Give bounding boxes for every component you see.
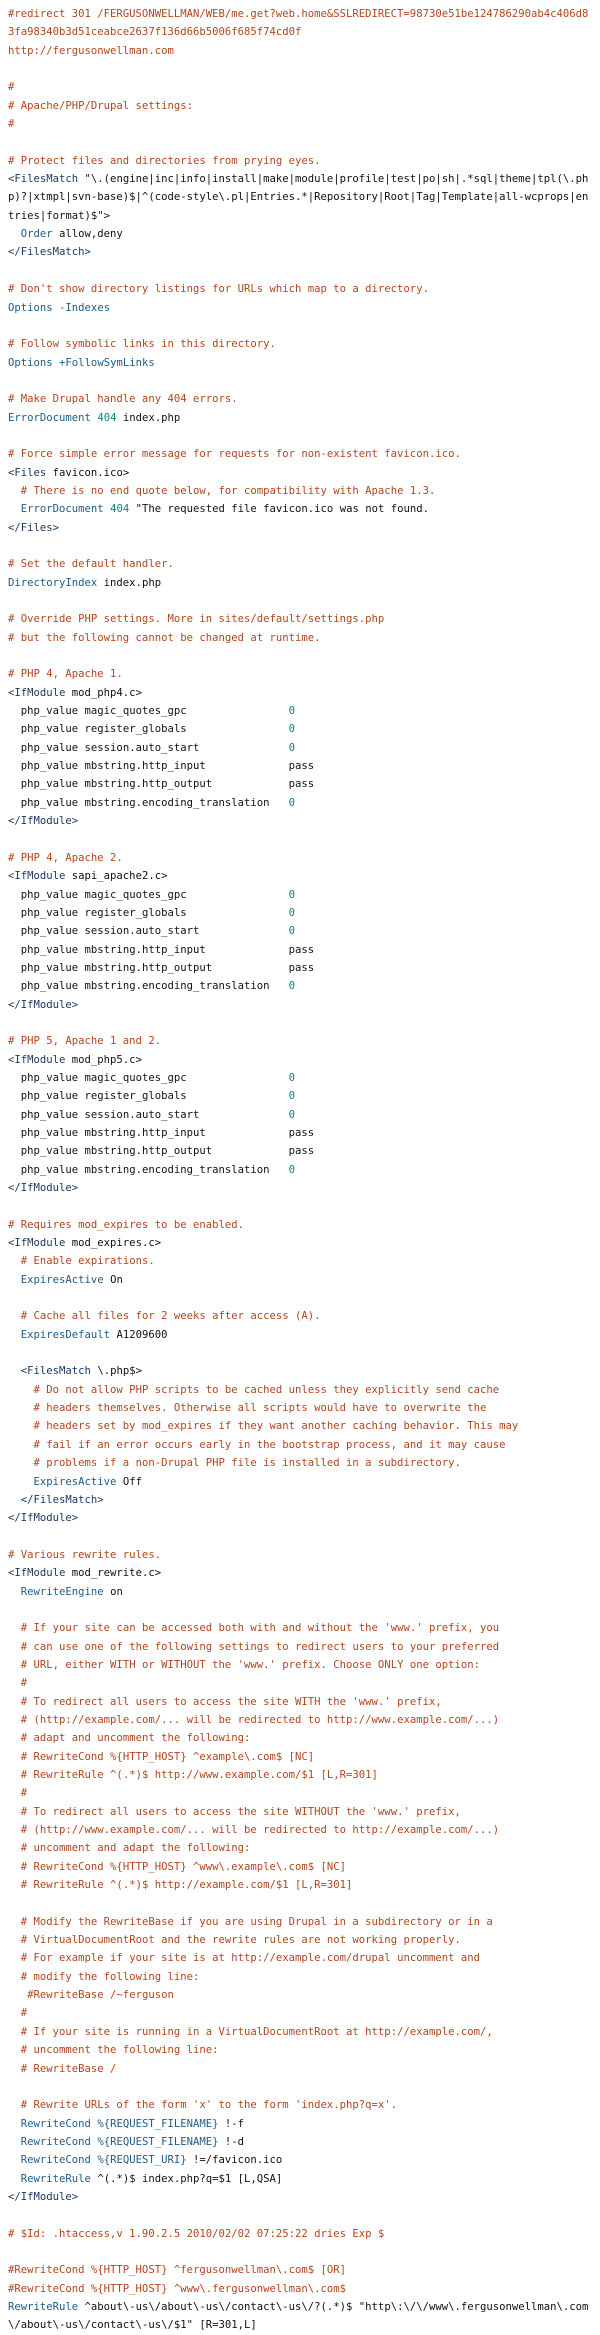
- comment-text: # can use one of the following settings to redirect users to your preferred: [8, 1640, 500, 1653]
- tag-text: </IfModule>: [8, 2190, 79, 2203]
- plain-text: !-f: [218, 2117, 245, 2130]
- code-line: [8, 1583, 594, 1601]
- code-line: [8, 1032, 594, 1050]
- code-line: [8, 1436, 594, 1454]
- tag-text: <FilesMatch: [8, 173, 79, 186]
- plain-text: [8, 2118, 21, 2130]
- comment-text: # but the following cannot be changed at runtime.: [8, 631, 321, 644]
- code-line: [8, 1821, 594, 1839]
- comment-text: # Follow symbolic links in this directory.: [8, 338, 276, 351]
- comment-text: # Override PHP settings. More in sites/default/settings.php: [8, 613, 385, 626]
- blank-line: [8, 372, 594, 390]
- plain-text: php_value register_globals: [8, 723, 289, 736]
- plain-text: php_value magic_quotes_gpc: [8, 705, 289, 718]
- code-line: [8, 1271, 594, 1289]
- tag-text: </IfModule>: [8, 1512, 79, 1525]
- code-line: [8, 1766, 594, 1784]
- plain-text: php_value session.auto_start: [8, 1108, 289, 1121]
- code-line: [8, 702, 594, 720]
- code-line: [8, 1803, 594, 1821]
- code-line: [8, 1106, 594, 1124]
- comment-text: # Cache all files for 2 weeks after access (A).: [8, 1310, 321, 1323]
- number-text: 0: [288, 980, 296, 993]
- blank-line: [8, 1344, 594, 1362]
- number-text: 0: [288, 741, 296, 754]
- plain-text: [8, 2136, 21, 2148]
- code-line: [8, 2041, 594, 2059]
- number-text: 404: [110, 503, 130, 516]
- comment-text: # PHP 4, Apache 1.: [8, 668, 123, 681]
- blank-line: [8, 1894, 594, 1912]
- code-line: [8, 1216, 594, 1234]
- code-line: [8, 1399, 594, 1417]
- code-line: [8, 1748, 594, 1766]
- code-line: [8, 1711, 594, 1729]
- comment-text: # $Id: .htaccess,v 1.90.2.5 2010/02/02 07:25:22 dries Exp $: [8, 2227, 385, 2240]
- directive-text: RewriteCond: [20, 2117, 91, 2130]
- code-line: [8, 335, 594, 353]
- comment-text: # (http://www.example.com/... will be redirected to http://example.com/...): [8, 1824, 500, 1837]
- code-line: [8, 500, 594, 518]
- code-line: [8, 354, 594, 372]
- comment-text: # VirtualDocumentRoot and the rewrite rules are not working properly.: [8, 1934, 461, 1947]
- code-line: [8, 2298, 594, 2335]
- number-text: 0: [288, 1108, 296, 1121]
- code-line: [8, 2133, 594, 2151]
- plain-text: sapi_apache2.c>: [65, 870, 168, 883]
- code-line: [8, 42, 594, 60]
- directive-text: Order: [20, 228, 53, 241]
- number-text: 0: [288, 1090, 296, 1103]
- plain-text: favicon.ico>: [46, 466, 130, 479]
- code-line: [8, 170, 594, 225]
- code-line: [8, 1417, 594, 1435]
- code-line: [8, 243, 594, 261]
- directive-text: ErrorDocument: [20, 503, 104, 516]
- code-line: [8, 1051, 594, 1069]
- code-line: [8, 97, 594, 115]
- plain-text: php_value session.auto_start: [8, 741, 289, 754]
- code-line: [8, 1968, 594, 1986]
- comment-text: #: [8, 2007, 28, 2020]
- plain-text: php_value mbstring.http_output pass: [8, 961, 315, 974]
- blank-line: [8, 2243, 594, 2261]
- plain-text: php_value register_globals: [8, 1090, 289, 1103]
- comment-text: # uncomment and adapt the following:: [8, 1842, 251, 1855]
- code-line: [8, 1142, 594, 1160]
- tag-text: </IfModule>: [8, 1182, 79, 1194]
- plain-text: \.php$>: [90, 1365, 142, 1378]
- comment-text: # There is no end quote below, for compatibility with Apache 1.3.: [8, 484, 436, 497]
- code-line: [8, 1839, 594, 1857]
- comment-text: #RewriteCond %{HTTP_HOST} ^www\.fergusonwellman\.com$: [8, 2282, 347, 2295]
- code-line: [8, 2170, 594, 2188]
- code-line: [8, 1674, 594, 1692]
- tag-text: <IfModule: [8, 870, 66, 883]
- code-line: [8, 977, 594, 995]
- code-line: [8, 684, 594, 702]
- plain-text: [8, 1476, 34, 1488]
- plain-text: php_value session.auto_start: [8, 925, 289, 938]
- code-line: [8, 775, 594, 793]
- comment-text: # PHP 4, Apache 2.: [8, 851, 123, 864]
- plain-text: mod_rewrite.c>: [65, 1567, 162, 1580]
- plain-text: !-d: [218, 2135, 245, 2148]
- blank-line: [8, 1528, 594, 1546]
- comment-text: # adapt and uncomment the following:: [8, 1732, 251, 1745]
- plain-text: [8, 2154, 21, 2166]
- number-text: 0: [288, 705, 296, 718]
- comment-text: # For example if your site is at http://example.com/drupal uncomment and: [8, 1952, 480, 1965]
- plain-text: On: [103, 1273, 123, 1286]
- tag-text: </FilesMatch>: [20, 1493, 104, 1506]
- code-line: [8, 1784, 594, 1802]
- comment-text: # RewriteRule ^(.*)$ http://www.example.com/$1 [L,R=301]: [8, 1769, 378, 1781]
- code-line: [8, 1124, 594, 1142]
- blank-line: [8, 1289, 594, 1307]
- plain-text: index.php: [116, 411, 181, 424]
- code-line: [8, 1362, 594, 1380]
- comment-text: #: [8, 1677, 28, 1690]
- code-line: [8, 2188, 594, 2206]
- code-line: [8, 2261, 594, 2279]
- code-line: [8, 1161, 594, 1179]
- code-line: [8, 610, 594, 628]
- plain-text: php_value mbstring.http_input pass: [8, 760, 315, 773]
- code-line: [8, 2280, 594, 2298]
- blank-line: [8, 133, 594, 151]
- code-line: [8, 2096, 594, 2114]
- code-line: [8, 1638, 594, 1656]
- code-line: [8, 390, 594, 408]
- blank-line: [8, 1197, 594, 1215]
- plain-text: on: [103, 1585, 123, 1598]
- blank-line: [8, 427, 594, 445]
- number-text: 0: [288, 723, 296, 736]
- directive-text: Options: [8, 301, 53, 314]
- number-text: 0: [288, 888, 296, 901]
- code-line: [8, 1069, 594, 1087]
- tag-text: </FilesMatch>: [8, 246, 91, 259]
- plain-text: php_value mbstring.http_output pass: [8, 778, 315, 791]
- comment-text: # fail if an error occurs early in the bootstrap process, and it may cause: [8, 1438, 506, 1451]
- tag-text: <FilesMatch: [20, 1365, 91, 1378]
- directive-text: Options: [8, 356, 53, 369]
- directive-text: RewriteCond: [20, 2154, 91, 2167]
- code-line: [8, 1509, 594, 1527]
- code-line: [8, 1326, 594, 1344]
- comment-text: # Do not allow PHP scripts to be cached unless they explicitly send cache: [8, 1383, 500, 1396]
- code-line: [8, 1858, 594, 1876]
- comment-text: # headers themselves. Otherwise all scripts would have to overwrite the: [8, 1402, 487, 1415]
- tag-text: <IfModule: [8, 1053, 66, 1066]
- plain-text: Off: [116, 1475, 142, 1488]
- code-line: [8, 1491, 594, 1509]
- directive-text: ErrorDocument: [8, 411, 91, 424]
- comment-text: # Force simple error message for requests for non-existent favicon.ico.: [8, 448, 461, 461]
- number-text: 0: [288, 925, 296, 938]
- code-line: [8, 1949, 594, 1967]
- tag-text: <IfModule: [8, 1237, 66, 1250]
- plain-text: [8, 1329, 21, 1341]
- code-line: [8, 1564, 594, 1582]
- code-line: [8, 1454, 594, 1472]
- plain-text: php_value mbstring.http_input pass: [8, 943, 315, 956]
- comment-text: # modify the following line:: [8, 1970, 200, 1983]
- comment-text: # Apache/PHP/Drupal settings:: [8, 99, 193, 112]
- code-line: [8, 904, 594, 922]
- comment-text: # PHP 5, Apache 1 and 2.: [8, 1035, 162, 1048]
- number-text: 0: [288, 1071, 296, 1084]
- code-line: [8, 1876, 594, 1894]
- code-line: [8, 922, 594, 940]
- code-line: [8, 299, 594, 317]
- blank-line: [8, 2078, 594, 2096]
- blank-line: [8, 1014, 594, 1032]
- code-line: [8, 2004, 594, 2022]
- comment-text: # If your site is running in a VirtualDocumentRoot at http://example.com/,: [8, 2025, 493, 2038]
- code-line: [8, 555, 594, 573]
- directive-text: +FollowSymLinks: [59, 356, 155, 369]
- code-line: [8, 2225, 594, 2243]
- comment-text: #: [8, 81, 15, 94]
- number-text: 404: [97, 411, 117, 424]
- comment-text: # If your site can be accessed both with and without the 'www.' prefix, you: [8, 1622, 500, 1635]
- number-text: 0: [288, 906, 296, 919]
- directive-text: RewriteCond: [20, 2135, 91, 2148]
- code-line: [8, 2023, 594, 2041]
- directive-text: -Indexes: [59, 301, 111, 314]
- code-line: [8, 1179, 594, 1197]
- plain-text: A1209600: [110, 1328, 168, 1341]
- plain-text: [8, 1365, 21, 1377]
- blank-line: [8, 60, 594, 78]
- comment-text: #: [8, 1787, 28, 1800]
- code-line: [8, 1307, 594, 1325]
- comment-text: # Requires mod_expires to be enabled.: [8, 1218, 244, 1231]
- plain-text: php_value mbstring.http_input pass: [8, 1126, 315, 1139]
- code-line: [8, 2151, 594, 2169]
- comment-text: # Enable expirations.: [8, 1255, 155, 1268]
- comment-text: http://fergusonwellman.com: [8, 44, 174, 57]
- plain-text: mod_php4.c>: [65, 686, 142, 699]
- plain-text: php_value magic_quotes_gpc: [8, 888, 289, 901]
- code-line: [8, 665, 594, 683]
- code-line: [8, 115, 594, 133]
- comment-text: #RewriteBase /~ferguson: [8, 1989, 174, 2002]
- code-line: [8, 1656, 594, 1674]
- code-line: [8, 849, 594, 867]
- blank-line: [8, 830, 594, 848]
- tag-text: </IfModule>: [8, 998, 79, 1011]
- plain-text: php_value mbstring.http_output pass: [8, 1145, 315, 1158]
- code-line: [8, 1546, 594, 1564]
- number-text: 0: [288, 796, 296, 809]
- code-line: [8, 225, 594, 243]
- code-line: [8, 1729, 594, 1747]
- code-line: [8, 445, 594, 463]
- blank-line: [8, 317, 594, 335]
- blank-line: [8, 262, 594, 280]
- code-line: [8, 1252, 594, 1270]
- directive-text: ExpiresDefault: [20, 1328, 111, 1341]
- code-line: [8, 886, 594, 904]
- directive-text: ExpiresActive: [20, 1273, 104, 1286]
- code-line: [8, 519, 594, 537]
- code-line: [8, 794, 594, 812]
- plain-text: "The requested file favicon.ico was not found.: [129, 503, 429, 516]
- plain-text: php_value mbstring.encoding_translation: [8, 980, 289, 993]
- comment-text: # To redirect all users to access the site WITH the 'www.' prefix,: [8, 1695, 442, 1708]
- plain-text: index.php: [97, 576, 162, 589]
- plain-text: mod_expires.c>: [65, 1237, 162, 1250]
- code-line: [8, 152, 594, 170]
- code-line: [8, 812, 594, 830]
- code-line: [8, 2060, 594, 2078]
- code-line: [8, 464, 594, 482]
- directive-text: %{REQUEST_URI}: [97, 2154, 187, 2167]
- blank-line: [8, 647, 594, 665]
- plain-text: ^(.*)$ index.php?q=$1 [L,QSA]: [90, 2172, 283, 2185]
- comment-text: # URL, either WITH or WITHOUT the 'www.' prefix. Choose ONLY one option:: [8, 1658, 480, 1671]
- comment-text: # RewriteCond %{HTTP_HOST} ^example\.com$ [NC]: [8, 1750, 315, 1763]
- plain-text: allow,deny: [52, 228, 123, 241]
- code-line: [8, 2115, 594, 2133]
- code-line: [8, 5, 594, 42]
- comment-text: # Modify the RewriteBase if you are using Drupal in a subdirectory or in a: [8, 1915, 493, 1928]
- directive-text: DirectoryIndex: [8, 576, 98, 589]
- code-line: [8, 757, 594, 775]
- blank-line: [8, 537, 594, 555]
- code-line: [8, 867, 594, 885]
- comment-text: # RewriteCond %{HTTP_HOST} ^www\.example\.com$ [NC]: [8, 1860, 347, 1873]
- code-line: [8, 1619, 594, 1637]
- plain-text: [8, 1494, 21, 1506]
- code-line: [8, 1931, 594, 1949]
- code-line: [8, 78, 594, 96]
- tag-text: <IfModule: [8, 686, 66, 699]
- code-line: [8, 1087, 594, 1105]
- number-text: 0: [288, 1163, 296, 1176]
- directive-text: ExpiresActive: [33, 1475, 117, 1488]
- plain-text: [8, 1274, 21, 1286]
- comment-text: # RewriteRule ^(.*)$ http://example.com/$1 [L,R=301]: [8, 1879, 353, 1892]
- tag-text: </IfModule>: [8, 815, 79, 828]
- code-line: [8, 1473, 594, 1491]
- comment-text: # uncomment the following line:: [8, 2044, 219, 2057]
- plain-text: mod_php5.c>: [65, 1053, 142, 1066]
- code-line: [8, 482, 594, 500]
- code-line: [8, 1986, 594, 2004]
- comment-text: # Don't show directory listings for URLs which map to a directory.: [8, 283, 429, 296]
- plain-text: [8, 2173, 21, 2185]
- code-line: [8, 1913, 594, 1931]
- code-line: [8, 1381, 594, 1399]
- plain-text: php_value magic_quotes_gpc: [8, 1071, 289, 1084]
- directive-text: %{REQUEST_FILENAME}: [97, 2117, 219, 2130]
- plain-text: [8, 503, 21, 515]
- code-line: [8, 996, 594, 1014]
- code-line: [8, 574, 594, 592]
- directive-text: RewriteRule: [20, 2172, 91, 2185]
- blank-line: [8, 2206, 594, 2224]
- plain-text: php_value register_globals: [8, 906, 289, 919]
- directive-text: RewriteRule: [8, 2300, 79, 2313]
- plain-text: !=/favicon.ico: [186, 2154, 283, 2167]
- code-line: [8, 409, 594, 427]
- comment-text: # Various rewrite rules.: [8, 1548, 162, 1561]
- code-line: [8, 280, 594, 298]
- tag-text: </Files>: [8, 521, 60, 534]
- directive-text: RewriteEngine: [20, 1585, 104, 1598]
- plain-text: [8, 1586, 21, 1598]
- comment-text: #redirect 301 /FERGUSONWELLMAN/WEB/me.get?web.home&SSLREDIRECT=98730e51be124786290ab4c406d83fa98340b3d51ceabce2637f136d66b5006f685f74cd0f: [8, 8, 589, 39]
- comment-text: # Make Drupal handle any 404 errors.: [8, 393, 238, 406]
- code-line: [8, 959, 594, 977]
- tag-text: <Files: [8, 466, 47, 479]
- comment-text: # Rewrite URLs of the form 'x' to the form 'index.php?q=x'.: [8, 2099, 398, 2112]
- plain-text: "\.(engine|inc|info|install|make|module|profile|test|po|sh|.*sql|theme|tpl(\.php)?|xtmpl|svn-base)$|^(code-style\.pl|Entries.*|Repository|Root|Tag|Template|all-wcprops|entries|format)$">: [8, 173, 589, 222]
- plain-text: php_value mbstring.encoding_translation: [8, 796, 289, 809]
- code-line: [8, 1234, 594, 1252]
- comment-text: # To redirect all users to access the site WITHOUT the 'www.' prefix,: [8, 1805, 461, 1818]
- comment-text: # headers set by mod_expires if they want another caching behavior. This may: [8, 1420, 519, 1433]
- code-line: [8, 941, 594, 959]
- blank-line: [8, 592, 594, 610]
- comment-text: # (http://example.com/... will be redirected to http://www.example.com/...): [8, 1713, 500, 1726]
- code-line: [8, 739, 594, 757]
- comment-text: # Set the default handler.: [8, 558, 174, 571]
- plain-text: ^about\-us\/about\-us\/contact\-us\/?(.*)$ "http\:\/\/www\.fergusonwellman\.com\/about\-us\/contact\-us\/$1" [R=301,L]: [8, 2300, 589, 2332]
- comment-text: # problems if a non-Drupal PHP file is installed in a subdirectory.: [8, 1457, 461, 1470]
- code-line: [8, 629, 594, 647]
- plain-text: [8, 228, 21, 240]
- tag-text: <IfModule: [8, 1567, 66, 1580]
- plain-text: php_value mbstring.encoding_translation: [8, 1163, 289, 1176]
- comment-text: # RewriteBase /: [8, 2062, 117, 2075]
- blank-line: [8, 1601, 594, 1619]
- comment-text: #: [8, 118, 15, 131]
- directive-text: %{REQUEST_FILENAME}: [97, 2135, 219, 2148]
- code-line: [8, 1693, 594, 1711]
- code-line: [8, 720, 594, 738]
- comment-text: #RewriteCond %{HTTP_HOST} ^fergusonwellman\.com$ [OR]: [8, 2264, 347, 2277]
- comment-text: # Protect files and directories from prying eyes.: [8, 154, 321, 167]
